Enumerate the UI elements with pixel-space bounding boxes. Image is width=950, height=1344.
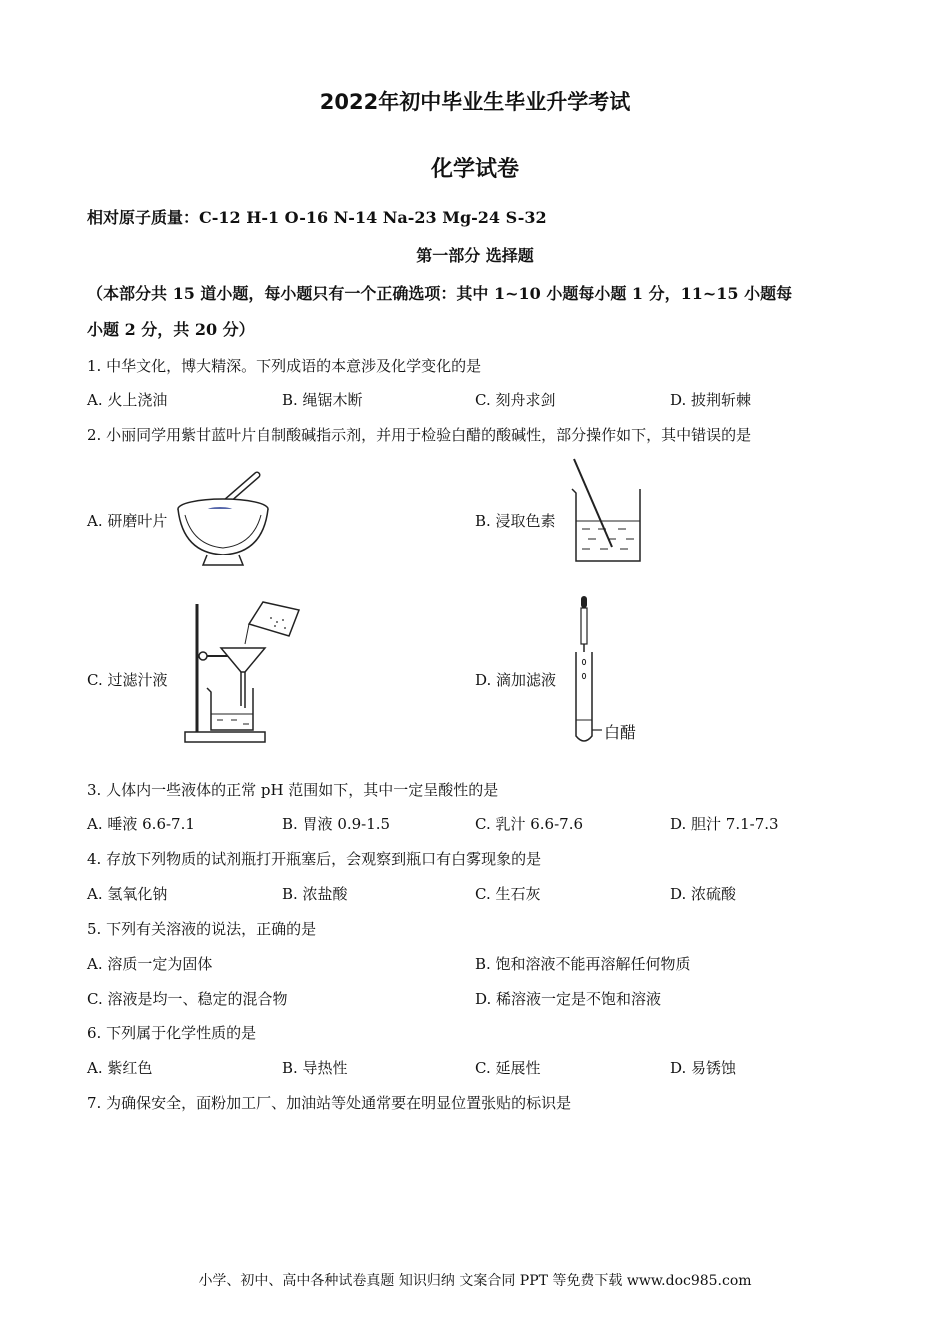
atomic-mass-line: 相对原子质量：C-12 H-1 O-16 N-14 Na-23 Mg-24 S-32 — [87, 208, 547, 227]
q5-option-c: C. 溶液是均一、稳定的混合物 — [87, 990, 288, 1008]
q6-option-c: C. 延展性 — [475, 1059, 541, 1077]
q2-option-d: D. 滴加滤液 — [475, 671, 557, 689]
q5-option-a: A. 溶质一定为固体 — [87, 955, 213, 973]
question-1-stem: 1. 中华文化，博大精深。下列成语的本意涉及化学变化的是 — [87, 357, 482, 375]
question-6-stem: 6. 下列属于化学性质的是 — [87, 1024, 257, 1042]
filtration-figure — [183, 596, 308, 746]
q3-option-c: C. 乳汁 6.6-7.6 — [475, 815, 584, 833]
q1-option-d: D. 披荆斩棘 — [670, 391, 752, 409]
q1-option-c: C. 刻舟求剑 — [475, 391, 556, 409]
q3-option-d: D. 胆汁 7.1-7.3 — [670, 815, 779, 833]
q4-option-d: D. 浓硫酸 — [670, 885, 737, 903]
question-4-stem: 4. 存放下列物质的试剂瓶打开瓶塞后，会观察到瓶口有白雾现象的是 — [87, 850, 542, 868]
instruction-line-2: 小题 2 分，共 20 分） — [87, 320, 255, 339]
section-heading: 第一部分 选择题 — [416, 246, 534, 265]
instruction-line-1: （本部分共 15 道小题，每小题只有一个正确选项：其中 1~10 小题每小题 1 分，11~15 小题每 — [87, 284, 793, 303]
white-vinegar-label: 白醋 — [604, 723, 637, 742]
q3-option-a: A. 唾液 6.6-7.1 — [87, 815, 195, 833]
q1-option-a: A. 火上浇油 — [87, 391, 168, 409]
exam-subtitle: 化学试卷 — [430, 157, 519, 182]
q2-option-b: B. 浸取色素 — [475, 512, 556, 530]
q2-option-a: A. 研磨叶片 — [87, 512, 168, 530]
mortar-pestle-figure — [175, 465, 275, 570]
page-footer: 小学、初中、高中各种试卷真题 知识归纳 文案合同 PPT 等免费下载 www.doc985.com — [198, 1273, 752, 1289]
beaker-rod-figure — [568, 457, 648, 567]
q6-option-d: D. 易锈蚀 — [670, 1059, 737, 1077]
q3-option-b: B. 胃液 0.9-1.5 — [282, 815, 391, 833]
q6-option-a: A. 紫红色 — [87, 1059, 153, 1077]
question-3-stem: 3. 人体内一些液体的正常 pH 范围如下，其中一定呈酸性的是 — [87, 781, 499, 799]
exam-title: 2022年初中毕业生毕业升学考试 — [319, 90, 631, 114]
q4-option-c: C. 生石灰 — [475, 885, 541, 903]
q5-option-b: B. 饱和溶液不能再溶解任何物质 — [475, 955, 691, 973]
q5-option-d: D. 稀溶液一定是不饱和溶液 — [475, 990, 662, 1008]
q4-option-b: B. 浓盐酸 — [282, 885, 348, 903]
q1-option-b: B. 绳锯木断 — [282, 391, 363, 409]
q6-option-b: B. 导热性 — [282, 1059, 348, 1077]
question-2-stem: 2. 小丽同学用紫甘蓝叶片自制酸碱指示剂，并用于检验白醋的酸碱性，部分操作如下，其中错误的是 — [87, 426, 752, 444]
question-5-stem: 5. 下列有关溶液的说法，正确的是 — [87, 920, 317, 938]
q2-option-c: C. 过滤汁液 — [87, 671, 168, 689]
q4-option-a: A. 氢氧化钠 — [87, 885, 168, 903]
question-7-stem: 7. 为确保安全，面粉加工厂、加油站等处通常要在明显位置张贴的标识是 — [87, 1094, 572, 1112]
